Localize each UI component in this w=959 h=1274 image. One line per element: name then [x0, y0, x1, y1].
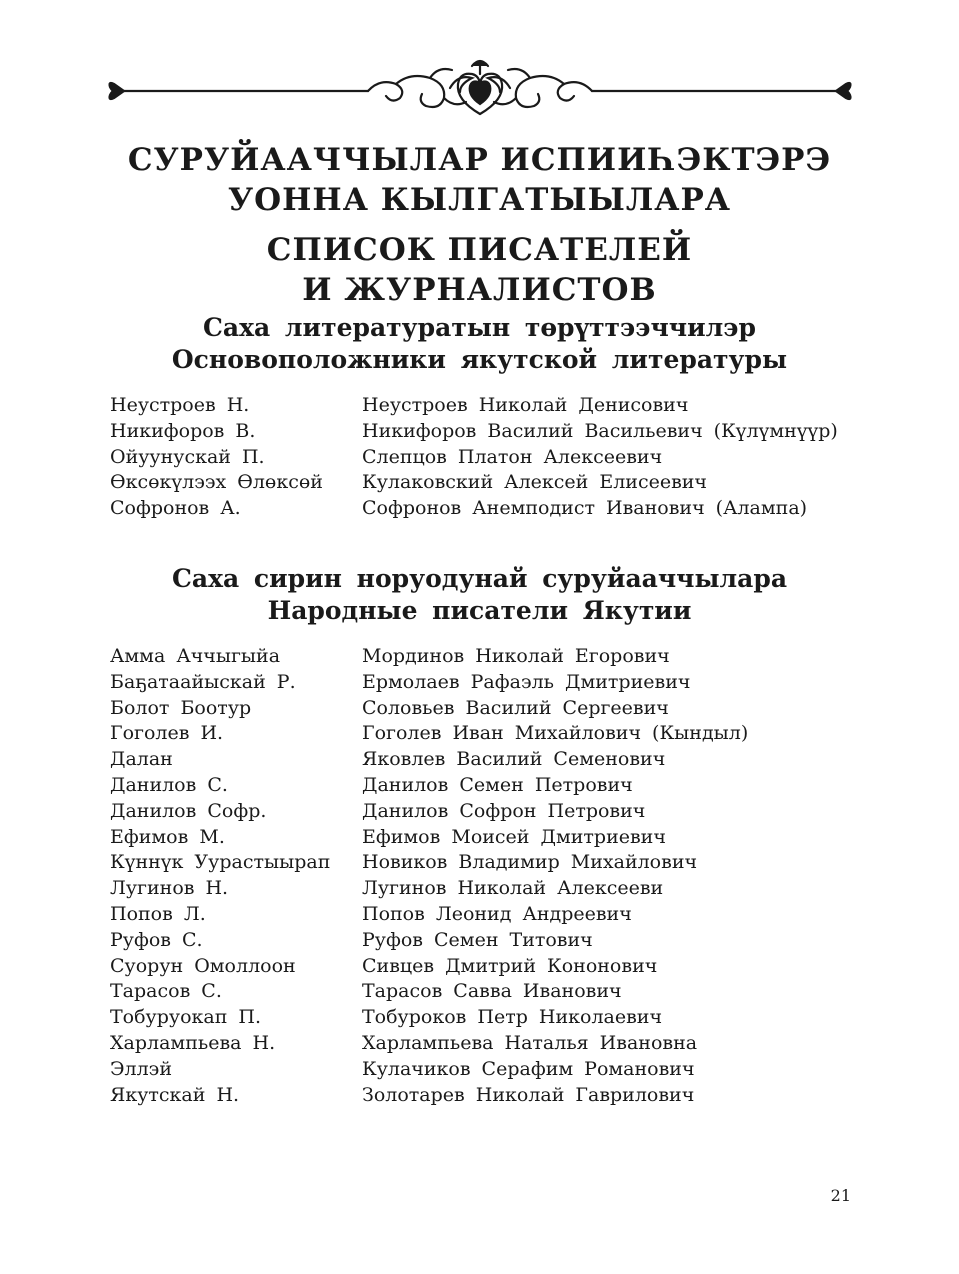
- list-item: [110, 825, 870, 851]
- list-item: [110, 393, 870, 419]
- list-item: [110, 773, 870, 799]
- page-number: 21: [830, 1186, 851, 1205]
- full-name: Сивцев Дмитрий Кононович: [362, 954, 658, 977]
- pen-name: Лугинов Н.: [110, 877, 229, 900]
- list-item: [110, 670, 870, 696]
- full-name: Попов Леонид Андреевич: [362, 902, 632, 925]
- list-item: [110, 721, 870, 747]
- pen-name: Болот Боотур: [110, 696, 252, 719]
- pen-name: Софронов А.: [110, 497, 241, 520]
- founders-list: [110, 393, 870, 522]
- list-item: [110, 496, 870, 522]
- list-item: [110, 419, 870, 445]
- full-name: Кулаковский Алексей Елисеевич: [362, 471, 707, 494]
- pen-name: Данилов Софр.: [110, 799, 267, 822]
- full-name: Софронов Анемподист Иванович (Алампа): [362, 497, 808, 520]
- list-item: [110, 644, 870, 670]
- section-2-heading: [0, 563, 959, 627]
- pen-name: Якутскай Н.: [110, 1083, 240, 1106]
- full-name: Новиков Владимир Михайлович: [362, 851, 698, 874]
- full-name: Данилов Софрон Петрович: [362, 799, 646, 822]
- full-name: Гоголев Иван Михайлович (Кындыл): [362, 722, 749, 745]
- full-name: Тарасов Савва Иванович: [362, 980, 622, 1003]
- pen-name: Руфов С.: [110, 928, 203, 951]
- section-2-title-yakut: Саха сирин норуодунай суруйааччылара: [171, 564, 788, 593]
- list-item: [110, 1083, 870, 1109]
- list-item: [110, 928, 870, 954]
- list-item: [110, 470, 870, 496]
- section-1-title-yakut: Саха литературатын төрүттээччилэр: [203, 313, 756, 342]
- title-russian-line-2: И ЖУРНАЛИСТОВ: [302, 272, 657, 308]
- pen-name: Харлампьева Н.: [110, 1031, 276, 1054]
- section-1-heading: [0, 312, 959, 376]
- full-name: Кулачиков Серафим Романович: [362, 1057, 695, 1080]
- full-name: Неустроев Николай Денисович: [362, 394, 689, 416]
- pen-name: Амма Аччыгыйа: [110, 645, 281, 667]
- list-item: [110, 902, 870, 928]
- full-name: Лугинов Николай Алексееви: [362, 877, 664, 900]
- pen-name: Эллэй: [110, 1057, 172, 1080]
- full-name: Руфов Семен Титович: [362, 928, 593, 951]
- pen-name: Гоголев И.: [110, 722, 224, 745]
- pen-name: Тарасов С.: [110, 980, 222, 1003]
- full-name: Харлампьева Наталья Ивановна: [362, 1031, 698, 1054]
- title-russian-line-1: СПИСОК ПИСАТЕЛЕЙ: [266, 232, 693, 268]
- list-item: [110, 954, 870, 980]
- pen-name: Күннүк Уурастыырап: [110, 851, 331, 874]
- list-item: [110, 799, 870, 825]
- pen-name: Ойуунускай П.: [110, 445, 265, 468]
- pen-name: Никифоров В.: [110, 419, 256, 442]
- page-title: [0, 140, 959, 310]
- full-name: Яковлев Василий Семенович: [362, 748, 666, 771]
- full-name: Данилов Семен Петрович: [362, 773, 633, 796]
- list-item: [110, 876, 870, 902]
- full-name: Ефимов Моисей Дмитриевич: [362, 825, 666, 848]
- list-item: [110, 1005, 870, 1031]
- pen-name: Далан: [110, 748, 173, 771]
- full-name: Ермолаев Рафаэль Дмитриевич: [362, 670, 691, 693]
- full-name: Мординов Николай Егорович: [362, 645, 670, 667]
- pen-name: Баҕатаайыскай Р.: [110, 670, 296, 693]
- list-item: [110, 696, 870, 722]
- full-name: Золотарев Николай Гаврилович: [362, 1083, 695, 1106]
- list-item: [110, 1057, 870, 1083]
- pen-name: Суорун Омоллоон: [110, 954, 296, 977]
- peoples-writers-list: [110, 644, 870, 1108]
- full-name: Слепцов Платон Алексеевич: [362, 445, 663, 468]
- list-item: [110, 850, 870, 876]
- list-item: [110, 445, 870, 471]
- pen-name: Данилов С.: [110, 773, 228, 796]
- list-item: [110, 979, 870, 1005]
- full-name: Тобуроков Петр Николаевич: [362, 1006, 663, 1029]
- pen-name: Тобуруокап П.: [110, 1006, 262, 1029]
- decorative-scroll-ornament-icon: [100, 58, 860, 128]
- title-yakut-line-2: УОННА КЫЛГАТЫЫЛАРА: [227, 182, 732, 218]
- pen-name: Өксөкүлээх Өлөксөй: [110, 471, 323, 494]
- section-2-title-russian: Народные писатели Якутии: [267, 596, 692, 625]
- list-item: [110, 1031, 870, 1057]
- full-name: Никифоров Василий Васильевич (Күлүмнүүр): [362, 419, 838, 442]
- title-yakut-line-1: СУРУЙААЧЧЫЛАР ИСПИИҺЭКТЭРЭ: [127, 142, 832, 178]
- pen-name: Неустроев Н.: [110, 394, 250, 416]
- list-item: [110, 747, 870, 773]
- pen-name: Ефимов М.: [110, 825, 225, 848]
- section-1-title-russian: Основоположники якутской литературы: [171, 345, 788, 374]
- full-name: Соловьев Василий Сергеевич: [362, 696, 669, 719]
- pen-name: Попов Л.: [110, 902, 206, 925]
